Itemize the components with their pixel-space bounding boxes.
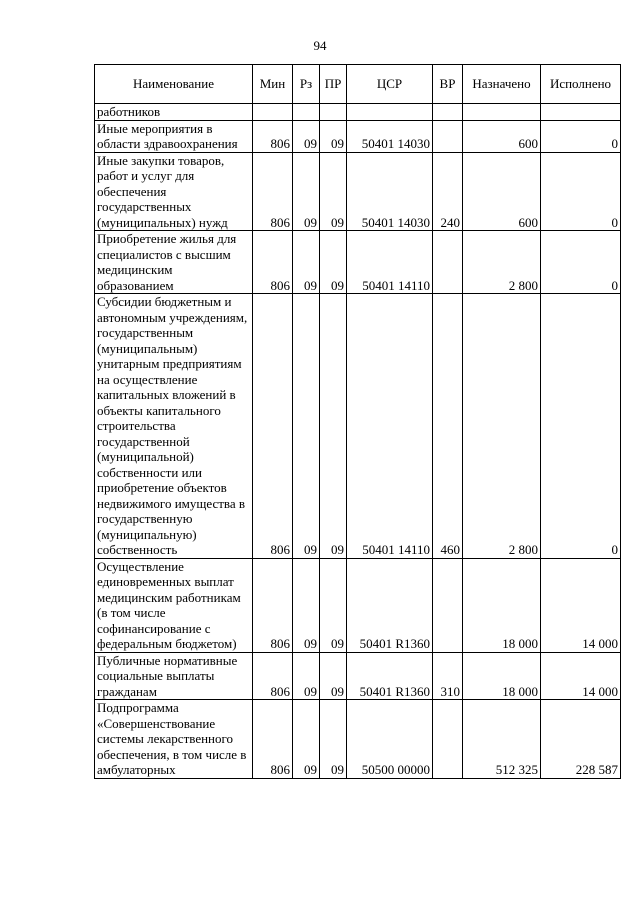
header-ispolneno: Исполнено: [541, 65, 621, 104]
cell-name: Осуществление единовременных выплат медицинским работникам (в том числе софинансирование с федеральным бюджетом): [95, 558, 253, 652]
header-min: Мин: [253, 65, 293, 104]
cell-rz: 09: [293, 231, 320, 294]
cell-naznacheno: 2 800: [463, 294, 541, 559]
cell-rz: 09: [293, 294, 320, 559]
cell-rz: 09: [293, 152, 320, 231]
cell-csr: 50500 00000: [347, 700, 433, 779]
cell-min: [253, 104, 293, 121]
cell-name: Субсидии бюджетным и автономным учреждениям, государственным (муниципальным) унитарным предприятиям на осуществление капитальных вложений в объекты капитального строительства государственной (муниципальной) собственности или приобретение объектов недвижимого имущества в государственную (муниципальную) собственность: [95, 294, 253, 559]
cell-ispolneno: [541, 104, 621, 121]
cell-rz: 09: [293, 700, 320, 779]
cell-csr: 50401 14030: [347, 120, 433, 152]
cell-ispolneno: 14 000: [541, 652, 621, 700]
table-row: [95, 558, 621, 652]
cell-vr: 240: [433, 152, 463, 231]
cell-rz: [293, 104, 320, 121]
cell-pr: 09: [320, 700, 347, 779]
cell-pr: [320, 104, 347, 121]
table-row: [95, 231, 621, 294]
table-row: [95, 652, 621, 700]
cell-naznacheno: [463, 104, 541, 121]
cell-min: 806: [253, 700, 293, 779]
cell-min: 806: [253, 120, 293, 152]
cell-name: Иные мероприятия в области здравоохранения: [95, 120, 253, 152]
table-row: [95, 152, 621, 231]
table-row: [95, 104, 621, 121]
cell-naznacheno: 18 000: [463, 652, 541, 700]
cell-min: 806: [253, 652, 293, 700]
header-pr: ПР: [320, 65, 347, 104]
cell-name: Иные закупки товаров, работ и услуг для обеспечения государственных (муниципальных) нужд: [95, 152, 253, 231]
cell-naznacheno: 600: [463, 120, 541, 152]
cell-rz: 09: [293, 558, 320, 652]
cell-pr: 09: [320, 558, 347, 652]
cell-vr: [433, 558, 463, 652]
cell-pr: 09: [320, 294, 347, 559]
cell-vr: [433, 120, 463, 152]
header-naznacheno: Назначено: [463, 65, 541, 104]
cell-pr: 09: [320, 120, 347, 152]
cell-csr: 50401 R1360: [347, 558, 433, 652]
header-name: Наименование: [95, 65, 253, 104]
cell-min: 806: [253, 152, 293, 231]
cell-vr: 310: [433, 652, 463, 700]
page-number: 94: [313, 38, 327, 53]
cell-ispolneno: 0: [541, 231, 621, 294]
cell-min: 806: [253, 231, 293, 294]
cell-vr: [433, 700, 463, 779]
cell-csr: 50401 14030: [347, 152, 433, 231]
cell-csr: 50401 14110: [347, 294, 433, 559]
cell-naznacheno: 600: [463, 152, 541, 231]
header-rz: Рз: [293, 65, 320, 104]
cell-csr: 50401 14110: [347, 231, 433, 294]
cell-naznacheno: 2 800: [463, 231, 541, 294]
cell-ispolneno: 14 000: [541, 558, 621, 652]
cell-rz: 09: [293, 652, 320, 700]
cell-min: 806: [253, 294, 293, 559]
cell-csr: 50401 R1360: [347, 652, 433, 700]
cell-pr: 09: [320, 231, 347, 294]
cell-naznacheno: 512 325: [463, 700, 541, 779]
table-row: [95, 700, 621, 779]
cell-name: Публичные нормативные социальные выплаты гражданам: [95, 652, 253, 700]
cell-name: работников: [95, 104, 253, 121]
cell-pr: 09: [320, 652, 347, 700]
cell-pr: 09: [320, 152, 347, 231]
cell-ispolneno: 0: [541, 120, 621, 152]
table-row: [95, 294, 621, 559]
table-row: [95, 120, 621, 152]
header-csr: ЦСР: [347, 65, 433, 104]
cell-name: Подпрограмма «Совершенствование системы лекарственного обеспечения, в том числе в амбулаторных: [95, 700, 253, 779]
budget-table: [94, 64, 621, 779]
cell-naznacheno: 18 000: [463, 558, 541, 652]
cell-csr: [347, 104, 433, 121]
cell-ispolneno: 0: [541, 152, 621, 231]
cell-vr: [433, 104, 463, 121]
cell-rz: 09: [293, 120, 320, 152]
cell-ispolneno: 0: [541, 294, 621, 559]
cell-vr: [433, 231, 463, 294]
cell-ispolneno: 228 587: [541, 700, 621, 779]
header-vr: ВР: [433, 65, 463, 104]
table-header-row: [95, 65, 621, 104]
cell-name: Приобретение жилья для специалистов с высшим медицинским образованием: [95, 231, 253, 294]
cell-vr: 460: [433, 294, 463, 559]
cell-min: 806: [253, 558, 293, 652]
